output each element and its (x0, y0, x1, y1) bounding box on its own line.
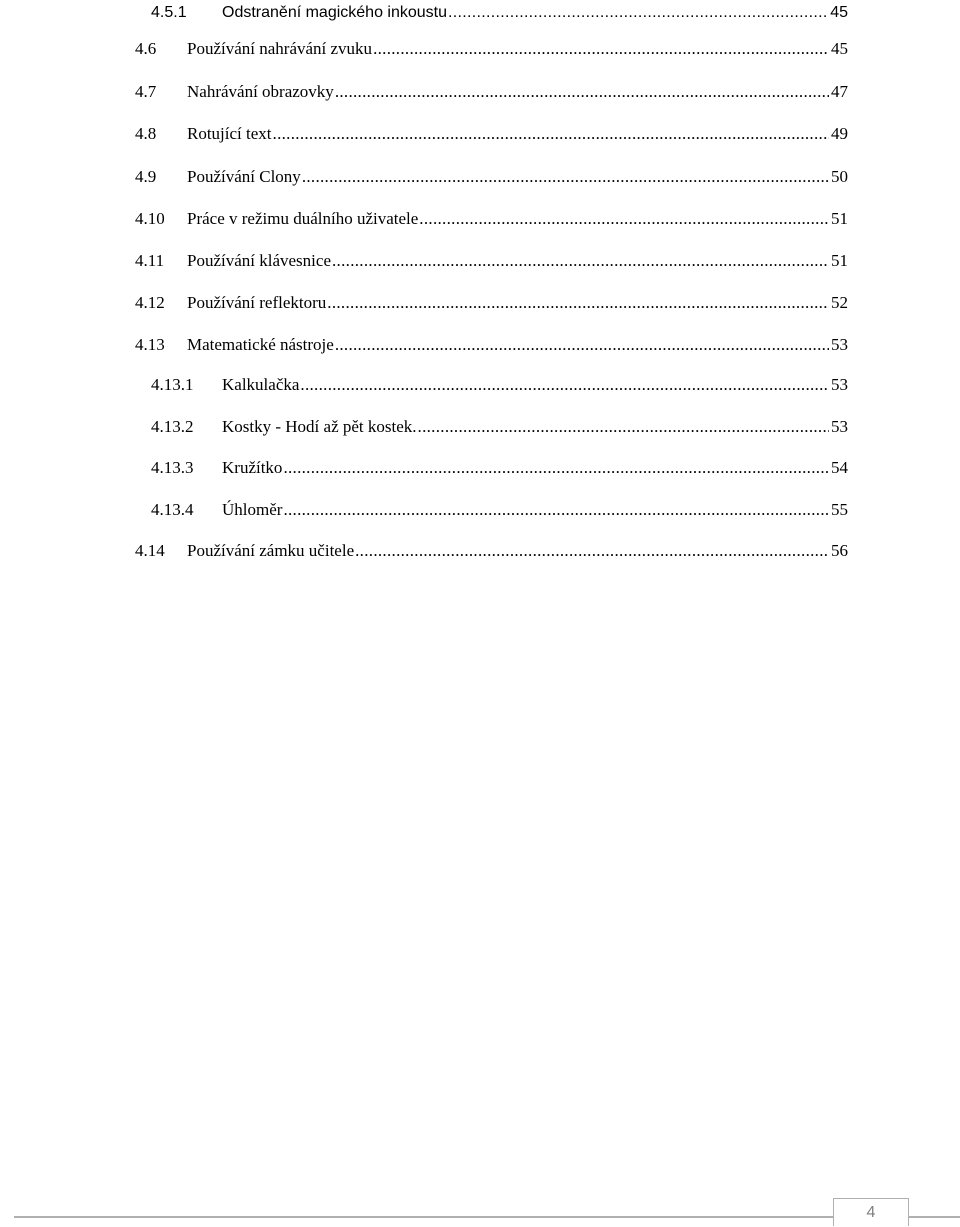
toc-title: Kalkulačka (222, 375, 300, 394)
toc-page-number: 53 (831, 375, 848, 394)
toc-number: 4.13 (135, 335, 165, 354)
toc-dot-leader (283, 498, 829, 522)
toc-row[interactable] (0, 165, 960, 189)
toc-number: 4.12 (135, 293, 165, 312)
toc-title: Používání reflektoru (187, 293, 327, 312)
toc-row[interactable] (0, 415, 960, 439)
toc-title: Odstranění magického inkoustu (222, 4, 448, 21)
toc-row[interactable] (0, 373, 960, 397)
toc-title: Úhloměr (222, 500, 283, 519)
toc-row[interactable] (0, 207, 960, 231)
toc-dot-leader (327, 291, 829, 315)
toc-page-number: 56 (831, 541, 848, 560)
toc-page-number: 49 (831, 124, 848, 143)
toc-row[interactable] (0, 1, 960, 25)
toc-title: Nahrávání obrazovky (187, 82, 334, 101)
toc-dot-leader (355, 539, 829, 563)
toc-dot-leader (373, 37, 829, 61)
toc-dot-leader (448, 1, 828, 25)
toc-page-number: 54 (831, 458, 848, 477)
toc-dot-leader (273, 122, 829, 146)
toc-number: 4.13.3 (151, 458, 194, 477)
toc-title: Používání zámku učitele (187, 541, 355, 560)
toc-number: 4.13.2 (151, 417, 194, 436)
toc-dot-leader (335, 333, 829, 357)
toc-number: 4.14 (135, 541, 165, 560)
toc-row[interactable] (0, 291, 960, 315)
toc-number: 4.8 (135, 124, 157, 143)
toc-title: Matematické nástroje (187, 335, 334, 354)
toc-row[interactable] (0, 80, 960, 104)
toc-dot-leader (332, 249, 829, 273)
toc-row[interactable] (0, 249, 960, 273)
toc-page-number: 51 (831, 209, 848, 228)
toc-number: 4.13.1 (151, 375, 194, 394)
toc-row[interactable] (0, 539, 960, 563)
toc-dot-leader (419, 207, 829, 231)
toc-title: Používání klávesnice (187, 251, 331, 270)
page-number: 4 (866, 1204, 876, 1221)
toc-page-number: 50 (831, 167, 848, 186)
toc-page-number: 53 (831, 335, 848, 354)
toc-page-number: 55 (831, 500, 848, 519)
toc-title: Kostky - Hodí až pět kostek. (222, 417, 417, 436)
toc-page-number: 45 (830, 4, 848, 21)
toc-page-number: 52 (831, 293, 848, 312)
toc-row[interactable] (0, 333, 960, 357)
toc-number: 4.10 (135, 209, 165, 228)
toc-page-number: 47 (831, 82, 848, 101)
toc-page-number: 51 (831, 251, 848, 270)
toc-row[interactable] (0, 456, 960, 480)
toc-title: Rotující text (187, 124, 272, 143)
toc-number: 4.11 (135, 251, 165, 270)
toc-dot-leader (300, 373, 829, 397)
toc-row[interactable] (0, 37, 960, 61)
footer-divider (14, 1216, 960, 1218)
toc-title: Používání Clony (187, 167, 301, 186)
toc-title: Kružítko (222, 458, 283, 477)
toc-dot-leader (418, 415, 829, 439)
toc-number: 4.6 (135, 39, 157, 58)
toc-title: Práce v režimu duálního uživatele (187, 209, 419, 228)
toc-row[interactable] (0, 122, 960, 146)
toc-dot-leader (335, 80, 829, 104)
toc-title: Používání nahrávání zvuku (187, 39, 373, 58)
toc-number: 4.9 (135, 167, 157, 186)
toc-number: 4.7 (135, 82, 157, 101)
toc-page-number: 53 (831, 417, 848, 436)
page-number-box (833, 1198, 909, 1226)
toc-number: 4.13.4 (151, 500, 194, 519)
toc-dot-leader (302, 165, 829, 189)
toc-number: 4.5.1 (151, 4, 187, 21)
toc-page-number: 45 (831, 39, 848, 58)
toc-row[interactable] (0, 498, 960, 522)
toc-dot-leader (283, 456, 829, 480)
